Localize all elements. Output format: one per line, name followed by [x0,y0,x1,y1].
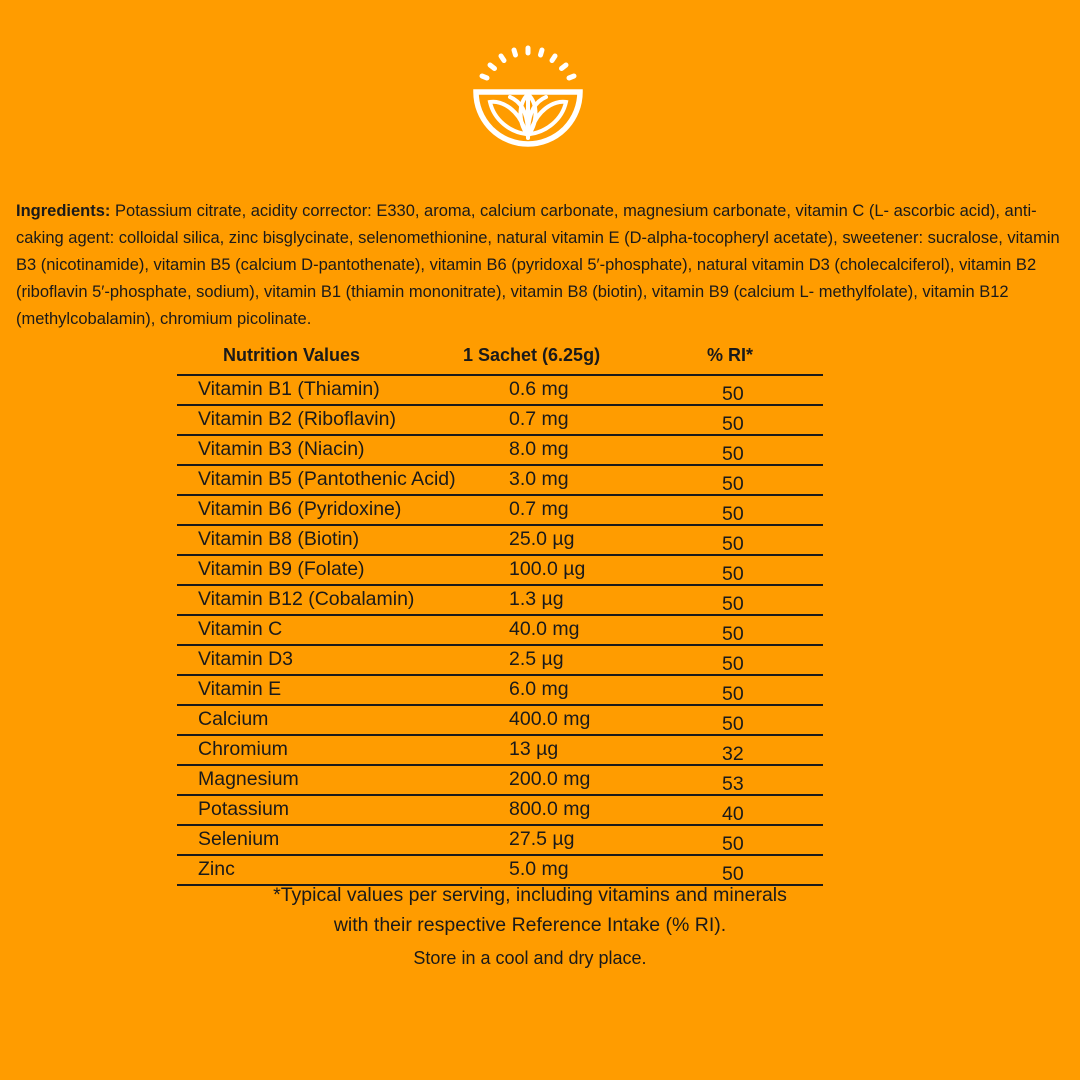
table-row [177,526,823,556]
row-name: Vitamin B12 (Cobalamin) [198,588,415,610]
row-amount: 25.0 µg [509,528,575,550]
row-name: Vitamin C [198,618,283,640]
row-amount: 100.0 µg [509,558,586,580]
row-name: Magnesium [198,768,299,790]
ingredients-list: Potassium citrate, acidity corrector: E330, aroma, calcium carbonate, magnesium carbonate, vitamin C (L- ascorbic acid), anti-caking agent: colloidal silica, zinc bisglycinate, selenomethionine, natural vitamin E (D-alpha-tocopheryl acetate), sweetener: sucralose, vitamin B3 (nicotinamide), vitamin B5 (calcium D-pantothenate), vitamin B6 (pyridoxal 5′-phosphate), natural vitamin D3 (cholecalciferol), vitamin B2 (riboflavin 5′-phosphate, sodium), vitamin B1 (thiamin mononitrate), vitamin B8 (biotin), vitamin B9 (calcium L- methylfolate), vitamin B12 (methylcobalamin), chromium picolinate. [16,202,1060,328]
row-ri: 50 [722,683,744,705]
row-ri: 50 [722,413,744,435]
row-ri: 50 [722,533,744,555]
row-amount: 800.0 mg [509,798,591,820]
row-name: Vitamin B5 (Pantothenic Acid) [198,468,456,490]
row-name: Selenium [198,828,280,850]
row-ri: 50 [722,863,744,885]
table-row [177,406,823,436]
row-ri: 50 [722,623,744,645]
row-ri: 50 [722,653,744,675]
table-row [177,556,823,586]
table-row [177,676,823,706]
row-ri: 50 [722,473,744,495]
table-row [177,586,823,616]
table-row [177,736,823,766]
row-amount: 200.0 mg [509,768,591,790]
row-ri: 53 [722,773,744,795]
ingredients-text [16,198,1066,333]
row-name: Calcium [198,708,269,730]
row-name: Vitamin E [198,678,282,700]
row-name: Chromium [198,738,288,760]
table-body [177,376,823,886]
row-amount: 27.5 µg [509,828,575,850]
row-name: Potassium [198,798,290,820]
row-amount: 1.3 µg [509,588,564,610]
header-nutrition-values: Nutrition Values [223,345,361,365]
footnote [0,880,1060,940]
row-amount: 3.0 mg [509,468,569,490]
row-amount: 400.0 mg [509,708,591,730]
header-sachet-amount: 1 Sachet (6.25g) [463,345,601,365]
row-name: Zinc [198,858,235,880]
table-row [177,706,823,736]
row-name: Vitamin B2 (Riboflavin) [198,408,396,430]
row-amount: 2.5 µg [509,648,564,670]
row-ri: 50 [722,503,744,525]
footnote-line-2: with their respective Reference Intake (% RI). [333,914,727,936]
row-ri: 50 [722,383,744,405]
sun-leaf-bowl-icon [470,42,586,158]
table-row [177,616,823,646]
storage-note: Store in a cool and dry place. [413,948,647,968]
row-name: Vitamin B6 (Pyridoxine) [198,498,402,520]
row-ri: 50 [722,593,744,615]
row-name: Vitamin B8 (Biotin) [198,528,360,550]
row-name: Vitamin D3 [198,648,294,670]
table-row [177,496,823,526]
row-ri: 50 [722,713,744,735]
footnote-line-1: *Typical values per serving, including vitamins and minerals [273,884,787,906]
nutrition-table [177,340,823,886]
table-row [177,766,823,796]
row-ri: 32 [722,743,744,765]
table-row [177,466,823,496]
table-row [177,376,823,406]
table-header [177,340,823,376]
row-ri: 50 [722,833,744,855]
table-row [177,796,823,826]
table-row [177,436,823,466]
row-amount: 13 µg [509,738,559,760]
row-amount: 8.0 mg [509,438,569,460]
header-ri: % RI* [707,345,754,365]
row-name: Vitamin B3 (Niacin) [198,438,365,460]
row-ri: 40 [722,803,744,825]
row-amount: 0.7 mg [509,408,569,430]
row-name: Vitamin B1 (Thiamin) [198,378,380,400]
row-amount: 40.0 mg [509,618,580,640]
row-name: Vitamin B9 (Folate) [198,558,365,580]
row-ri: 50 [722,563,744,585]
ingredients-label: Ingredients: [16,202,111,220]
row-ri: 50 [722,443,744,465]
table-row [177,826,823,856]
row-amount: 6.0 mg [509,678,569,700]
table-row [177,646,823,676]
row-amount: 0.6 mg [509,378,569,400]
row-amount: 5.0 mg [509,858,569,880]
row-amount: 0.7 mg [509,498,569,520]
